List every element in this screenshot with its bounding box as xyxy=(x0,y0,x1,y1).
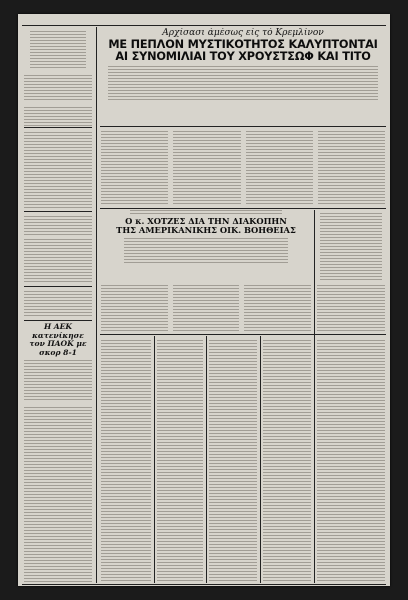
second-col-1 xyxy=(100,282,169,332)
lead-deck xyxy=(100,63,386,100)
lead-col-4 xyxy=(317,128,386,206)
footer-rule xyxy=(22,584,386,585)
second-story-body xyxy=(100,282,312,332)
lead-headline-line-1: ΜΕ ΠΕΠΛΟΝ ΜΥΣΤΙΚΟΤΗΤΟΣ ΚΑΛΥΠΤΟΝΤΑΙ xyxy=(108,38,378,51)
left-story-5-text xyxy=(22,236,94,284)
sports-headline-2: τον ΠΑΟΚ με σκορ 8-1 xyxy=(29,339,87,357)
lead-kicker: Αρχίσασι άμέσως είς τό Κρεμλίνον xyxy=(162,28,324,38)
right-lower xyxy=(316,337,386,583)
lead-col-1 xyxy=(100,128,169,206)
left-bottom-story-text xyxy=(22,404,94,584)
right-box-story xyxy=(316,210,386,280)
second-kicker xyxy=(100,210,312,215)
second-headline-line-2: ΤΗΣ ΑΜΕΡΙΚΑΝΙΚΗΣ ΟΙΚ. ΒΟΗΘΕΙΑΣ xyxy=(116,225,296,236)
second-headline-line-1: Ο κ. ΧΟΤΖΕΣ ΔΙΑ ΤΗΝ ΔΙΑΚΟΠΗΝ xyxy=(125,216,287,226)
lead-col-2 xyxy=(172,128,241,206)
left-story-4 xyxy=(22,213,94,235)
left-story-1-text xyxy=(22,72,94,102)
second-col-3 xyxy=(243,282,312,332)
left-top-story xyxy=(22,28,94,70)
sports-story-text xyxy=(22,357,94,401)
left-story-2-text xyxy=(22,104,94,126)
left-story-4-text xyxy=(22,213,94,235)
newspaper-page xyxy=(18,14,390,586)
lead-story-headline xyxy=(100,28,386,124)
second-deck xyxy=(100,235,312,263)
sports-headline-1: Η ΑΕΚ κατενίκησε xyxy=(32,323,84,340)
right-story-1 xyxy=(316,282,386,332)
left-story-2 xyxy=(22,104,94,126)
lead-headline-line-2: ΑΙ ΣΥΝΟΜΙΛΙΑΙ ΤΟΥ ΧΡΟΥΣΤΣΩΦ ΚΑΙ ΤΙΤΟ xyxy=(115,49,371,63)
lead-story-body xyxy=(100,128,386,206)
header-rule xyxy=(22,25,386,26)
left-story-3 xyxy=(22,129,94,209)
sports-story xyxy=(22,323,94,401)
lower-col-3 xyxy=(208,337,258,583)
lower-col-4-text xyxy=(262,337,312,583)
right-box-text xyxy=(316,210,386,280)
left-bottom-story xyxy=(22,404,94,584)
left-top-story-text xyxy=(22,28,94,70)
left-story-1 xyxy=(22,72,94,102)
left-story-3-text xyxy=(22,129,94,209)
second-story-headline xyxy=(100,210,312,280)
left-story-6-text xyxy=(22,288,94,318)
lower-col-1 xyxy=(100,337,152,583)
column-rule-left xyxy=(96,27,97,583)
lower-col-2-text xyxy=(156,337,204,583)
second-col-2 xyxy=(172,282,241,332)
lower-col-1-text xyxy=(100,337,152,583)
lower-col-4 xyxy=(262,337,312,583)
lower-col-3-text xyxy=(208,337,258,583)
right-story-1-text xyxy=(316,282,386,332)
column-rule-right xyxy=(314,210,315,583)
left-story-6 xyxy=(22,288,94,318)
lower-col-2 xyxy=(156,337,204,583)
right-lower-text xyxy=(316,337,386,583)
lead-col-3 xyxy=(245,128,314,206)
left-story-5 xyxy=(22,236,94,284)
page-header-strip xyxy=(22,16,386,24)
